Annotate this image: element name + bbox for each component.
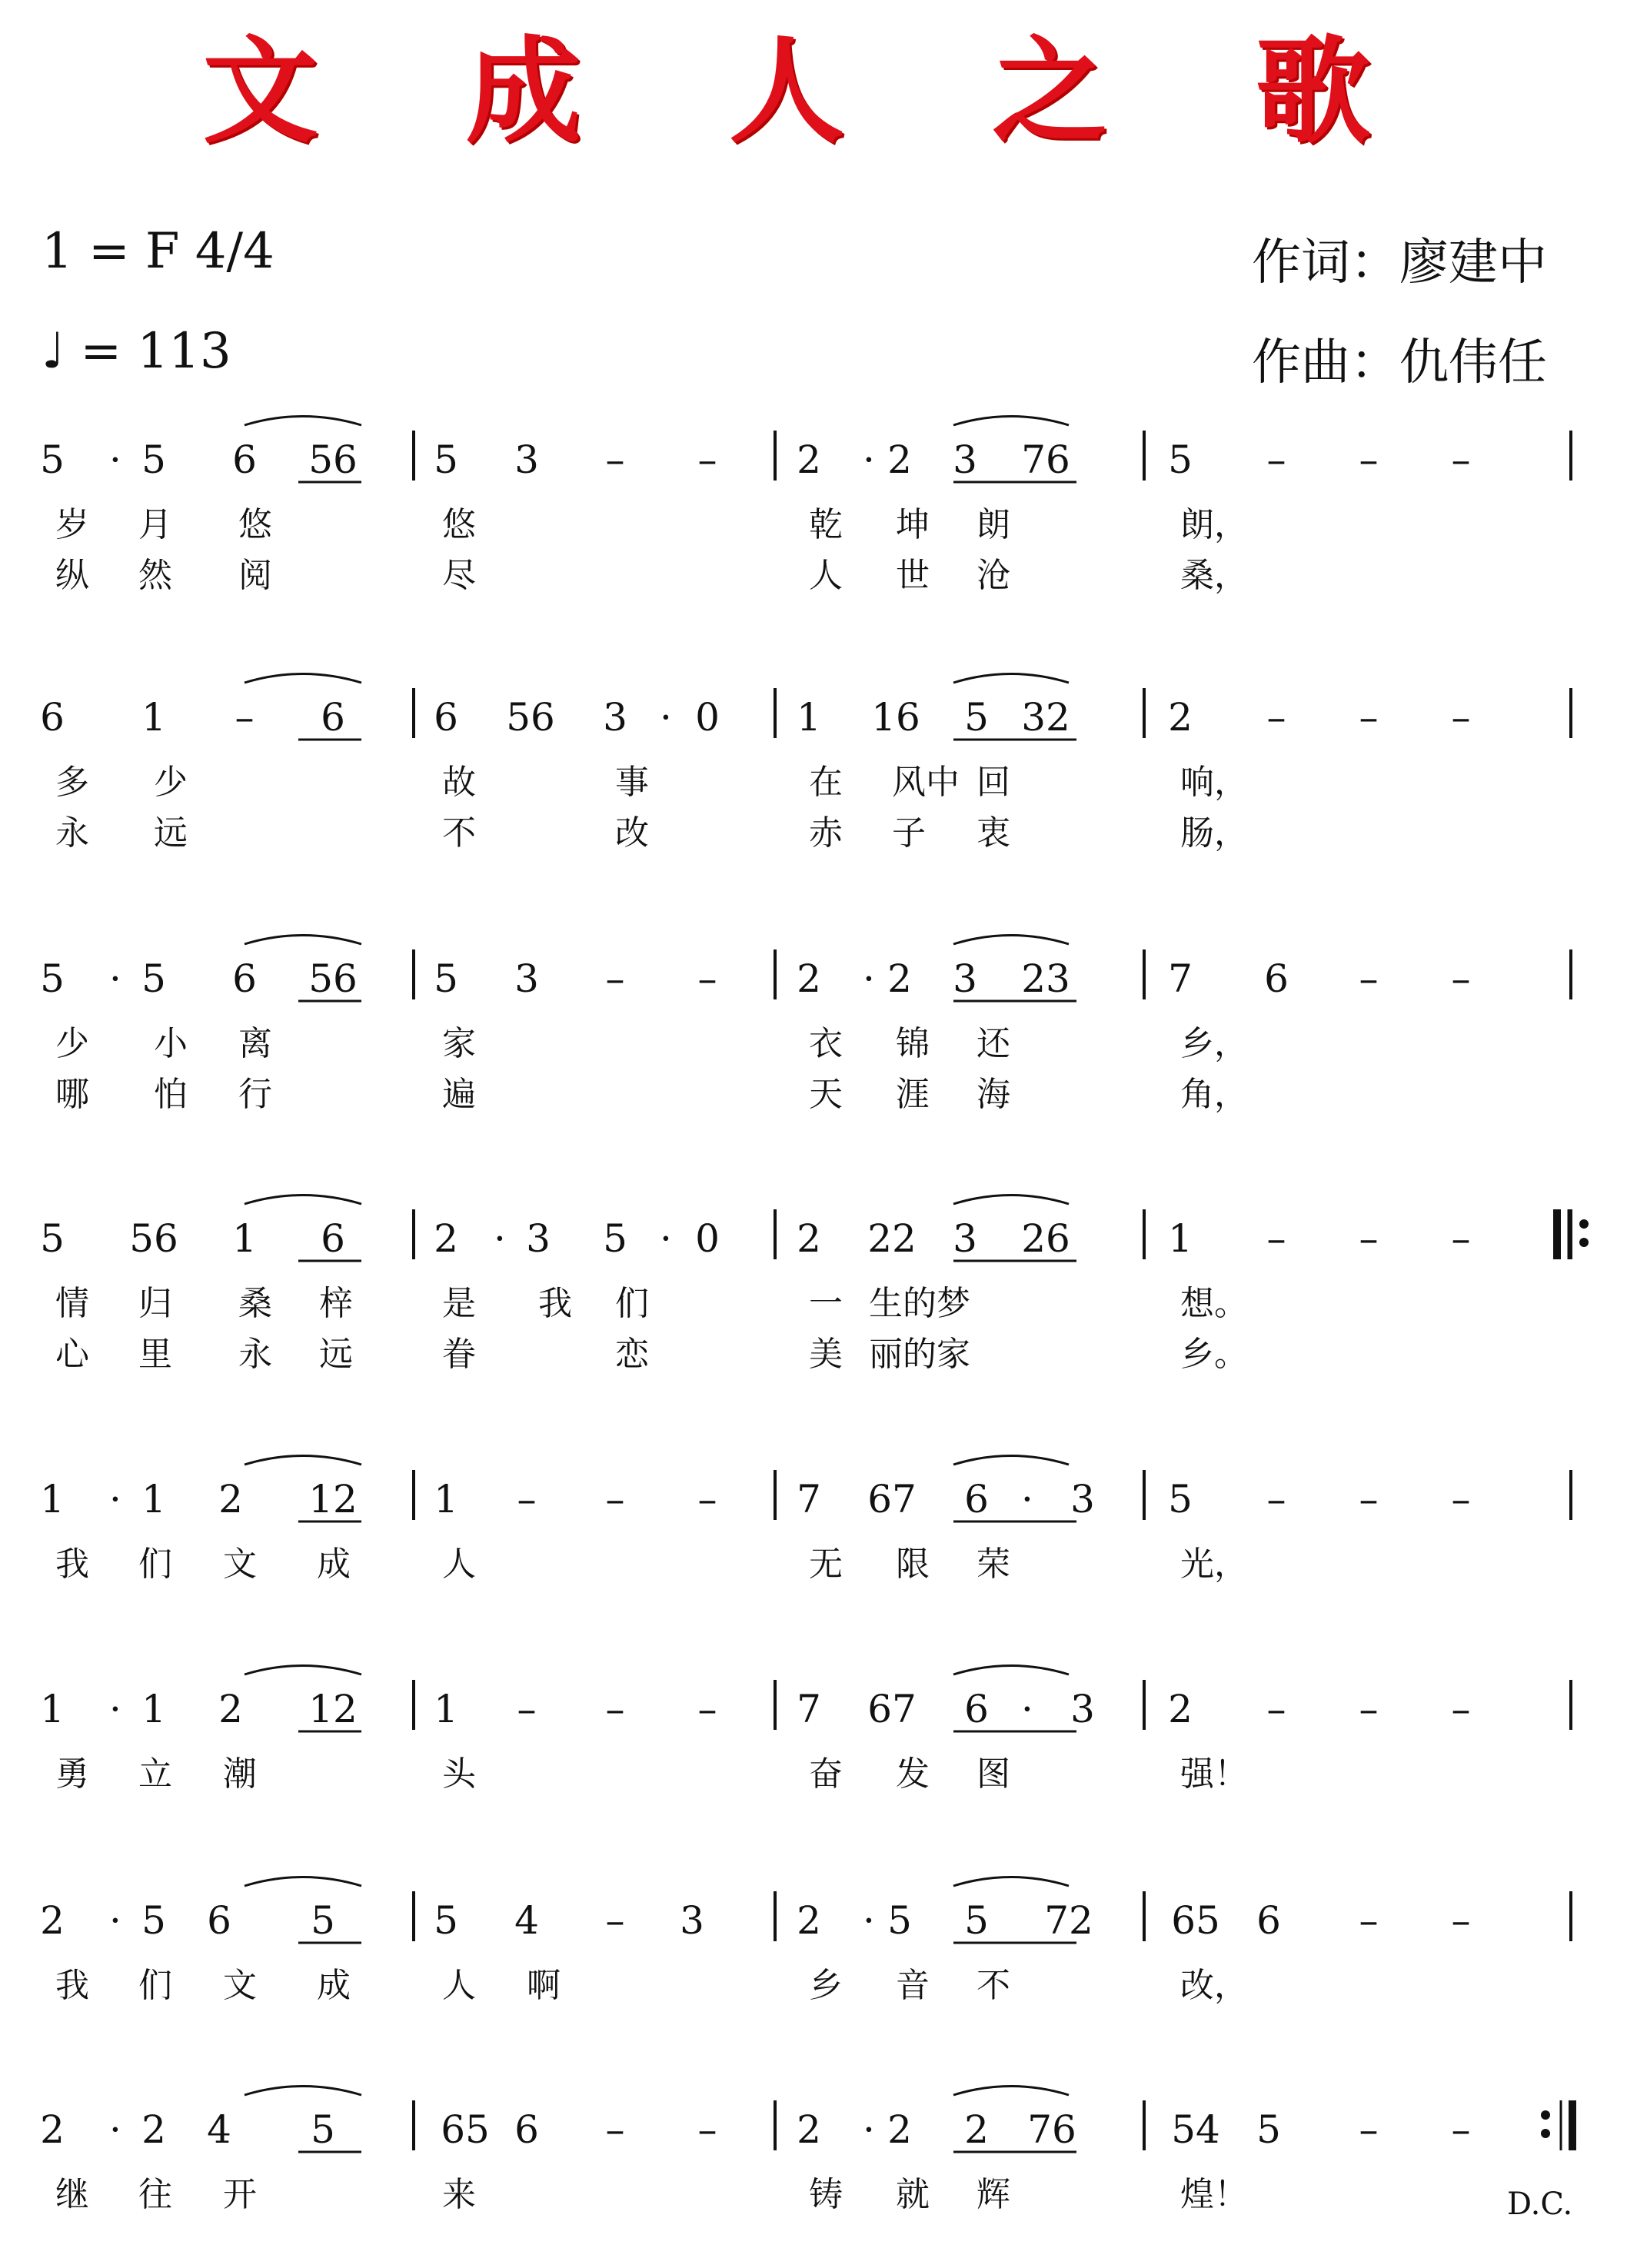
lyric-syllable: 在: [809, 763, 843, 802]
note: 5: [887, 1898, 912, 1943]
lyric-syllable: 坤: [896, 505, 930, 544]
lyric-syllable: 光，: [1180, 1545, 1248, 1584]
lyric-syllable: 多: [55, 763, 89, 802]
song-title: 文 成 人 之 歌: [202, 24, 1425, 159]
note: –: [697, 1687, 717, 1731]
lyric-syllable: 们: [138, 1966, 172, 2005]
lyric-syllable: 哪: [55, 1075, 89, 1114]
note: –: [1359, 437, 1379, 482]
note: 56: [506, 695, 555, 740]
note: –: [1451, 1477, 1471, 1521]
lyric-syllable: 阅: [238, 556, 272, 595]
lyric-syllable: 悠: [238, 505, 272, 544]
note: –: [1266, 695, 1286, 740]
note: 6: [514, 2107, 539, 2152]
note: 5: [434, 1898, 458, 1943]
lyric-syllable: 桑，: [1180, 556, 1248, 595]
note: 76: [1027, 2107, 1076, 2152]
lyric-syllable: 成: [317, 1545, 351, 1584]
lyric-syllable: 我: [55, 1966, 89, 2005]
lyric-syllable: 衷: [977, 813, 1010, 853]
lyric-syllable: 梓: [319, 1284, 353, 1323]
lyric-syllable: 眷: [442, 1335, 476, 1374]
lyric-syllable: 成: [317, 1966, 351, 2005]
note: 5: [603, 1216, 627, 1261]
note: 26: [1021, 1216, 1070, 1261]
lyric-syllable: 潮: [223, 1754, 257, 1794]
note: –: [605, 2107, 625, 2152]
note: 2: [218, 1687, 243, 1731]
note: ·: [1021, 1687, 1033, 1731]
lyric-syllable: 图: [977, 1754, 1010, 1794]
note: 5: [40, 956, 65, 1001]
lyric-syllable: 心: [55, 1335, 89, 1374]
repeat-dot: [1541, 2110, 1550, 2120]
repeat-dot: [1579, 1219, 1589, 1229]
lyric-syllable: 无: [809, 1545, 843, 1584]
note: 2: [434, 1216, 458, 1261]
lyric-syllable: 就: [896, 2175, 930, 2214]
note: 1: [797, 695, 821, 740]
lyric-syllable: 开: [223, 2175, 257, 2214]
note: ·: [494, 1216, 506, 1261]
note: 1: [141, 695, 166, 740]
note: –: [1266, 1477, 1286, 1521]
note: 5: [434, 437, 458, 482]
note: 6: [232, 437, 257, 482]
lyric-syllable: 乾: [809, 505, 843, 544]
key-time-signature: 1 = F 4/4: [42, 223, 274, 280]
note: ·: [863, 956, 875, 1001]
slur: [953, 1666, 1069, 1675]
note: 2: [1168, 1687, 1193, 1731]
lyric-syllable: 文: [223, 1545, 257, 1584]
lyric-syllable: 肠，: [1180, 813, 1248, 853]
note: 6: [434, 695, 458, 740]
note: –: [1359, 956, 1379, 1001]
lyric-syllable: 永: [238, 1335, 272, 1374]
note: 1: [434, 1687, 458, 1731]
lyric-syllable: 响，: [1180, 763, 1248, 802]
note: –: [1451, 437, 1471, 482]
note: ·: [109, 1477, 121, 1521]
note: –: [697, 2107, 717, 2152]
lyric-syllable: 怕: [154, 1075, 188, 1114]
slur: [953, 417, 1069, 426]
lyric-syllable: 人: [442, 1545, 476, 1584]
note: 5: [964, 1898, 989, 1943]
lyric-syllable: 锦: [896, 1024, 930, 1063]
lyric-syllable: 岁: [55, 505, 89, 544]
note: 16: [871, 695, 920, 740]
note: 6: [964, 1477, 989, 1521]
lyric-syllable: 赤: [809, 813, 843, 853]
lyric-syllable: 朗，: [1180, 505, 1248, 544]
note: 1: [141, 1687, 166, 1731]
lyric-syllable: 涯: [896, 1075, 930, 1114]
lyric-syllable: 乡: [809, 1966, 843, 2005]
note: –: [697, 1477, 717, 1521]
note: –: [605, 956, 625, 1001]
note: 5: [434, 956, 458, 1001]
repeat-dot: [1579, 1238, 1589, 1247]
note: –: [1359, 2107, 1379, 2152]
note: 5: [964, 695, 989, 740]
note: 6: [40, 695, 65, 740]
lyric-syllable: 行: [238, 1075, 272, 1114]
slur: [245, 2087, 361, 2096]
lyric-syllable: 子: [892, 813, 926, 853]
note: ·: [1021, 1477, 1033, 1521]
note: 3: [1070, 1687, 1095, 1731]
note: 2: [887, 956, 912, 1001]
note: 2: [797, 1216, 821, 1261]
lyric-syllable: 不: [442, 813, 476, 853]
lyric-syllable: 不: [977, 1966, 1010, 2005]
lyric-syllable: 沧: [977, 556, 1010, 595]
note: –: [1359, 1477, 1379, 1521]
note: 67: [867, 1477, 917, 1521]
lyric-syllable: 归: [138, 1284, 172, 1323]
lyric-syllable: 世: [896, 556, 930, 595]
note: 2: [40, 1898, 65, 1943]
lyric-syllable: 乡。: [1180, 1335, 1248, 1374]
slur: [953, 1877, 1069, 1887]
note: –: [235, 695, 255, 740]
slur: [953, 1196, 1069, 1205]
note: 56: [308, 956, 358, 1001]
slur: [953, 2087, 1069, 2096]
lyric-syllable: 人: [442, 1966, 476, 2005]
note: 1: [232, 1216, 257, 1261]
lyric-syllable: 离: [238, 1024, 272, 1063]
note: 7: [797, 1477, 821, 1521]
slur: [953, 674, 1069, 683]
note: 67: [867, 1687, 917, 1731]
note: 5: [1168, 437, 1193, 482]
lyric-syllable: 遍: [442, 1075, 476, 1114]
note: 3: [680, 1898, 704, 1943]
note: 6: [232, 956, 257, 1001]
lyric-syllable: 乡，: [1180, 1024, 1248, 1063]
lyric-syllable: 衣: [809, 1024, 843, 1063]
lyric-syllable: 想。: [1180, 1284, 1248, 1323]
note: –: [1451, 1687, 1471, 1731]
note: 6: [321, 695, 345, 740]
note: ·: [109, 1898, 121, 1943]
note: 2: [797, 956, 821, 1001]
lyric-syllable: 继: [55, 2175, 89, 2214]
lyric-syllable: 丽的家: [869, 1335, 970, 1374]
slur: [245, 936, 361, 945]
note: 6: [207, 1898, 231, 1943]
lyric-syllable: 音: [896, 1966, 930, 2005]
repeat-dot: [1541, 2129, 1550, 2138]
lyric-syllable: 纵: [55, 556, 89, 595]
note: –: [605, 1687, 625, 1731]
note: 2: [887, 437, 912, 482]
note: ·: [660, 1216, 672, 1261]
lyric-syllable: 荣: [977, 1545, 1010, 1584]
note: 3: [1070, 1477, 1095, 1521]
lyric-syllable: 美: [809, 1335, 843, 1374]
lyric-syllable: 角，: [1180, 1075, 1248, 1114]
note: 2: [797, 1898, 821, 1943]
note: 5: [40, 1216, 65, 1261]
note: –: [517, 1477, 537, 1521]
note: –: [605, 1477, 625, 1521]
note: 3: [953, 956, 977, 1001]
composer-credit: 作曲：仇伟任: [1252, 334, 1547, 391]
note: 5: [311, 1898, 335, 1943]
note: 2: [40, 2107, 65, 2152]
lyric-syllable: 小: [154, 1024, 188, 1063]
lyric-syllable: 还: [977, 1024, 1010, 1063]
note: 7: [1168, 956, 1193, 1001]
note: 56: [129, 1216, 178, 1261]
note: 72: [1044, 1898, 1093, 1943]
note: 1: [434, 1477, 458, 1521]
note: 5: [311, 2107, 335, 2152]
note: –: [1451, 956, 1471, 1001]
lyric-syllable: 们: [615, 1284, 649, 1323]
note: 65: [441, 2107, 490, 2152]
lyric-syllable: 桑: [238, 1284, 272, 1323]
lyric-syllable: 头: [442, 1754, 476, 1794]
note: –: [517, 1687, 537, 1731]
note: 6: [321, 1216, 345, 1261]
lyric-syllable: 发: [896, 1754, 930, 1794]
lyric-syllable: 尽: [442, 556, 476, 595]
note: –: [697, 956, 717, 1001]
lyric-syllable: 家: [442, 1024, 476, 1063]
note: 2: [797, 2107, 821, 2152]
lyric-syllable: 悠: [442, 505, 476, 544]
note: 5: [141, 956, 166, 1001]
note: –: [1359, 1898, 1379, 1943]
lyric-syllable: 故: [442, 763, 476, 802]
note: 32: [1021, 695, 1070, 740]
note: 5: [1256, 2107, 1281, 2152]
lyric-syllable: 回: [977, 763, 1010, 802]
slur: [245, 1196, 361, 1205]
note: 1: [40, 1477, 65, 1521]
note: 1: [141, 1477, 166, 1521]
note: ·: [109, 1687, 121, 1731]
slur: [953, 936, 1069, 945]
note: –: [605, 437, 625, 482]
lyric-syllable: 远: [319, 1335, 353, 1374]
slur: [953, 1456, 1069, 1465]
note: 3: [514, 437, 539, 482]
lyric-syllable: 生的梦: [869, 1284, 970, 1323]
tempo-marking: ♩ = 113: [42, 323, 231, 380]
note: ·: [660, 695, 672, 740]
note: 3: [603, 695, 627, 740]
note: 12: [308, 1687, 358, 1731]
lyric-syllable: 月: [138, 505, 172, 544]
note: 6: [1256, 1898, 1281, 1943]
note: 23: [1021, 956, 1070, 1001]
note: 3: [953, 1216, 977, 1261]
lyric-syllable: 立: [138, 1754, 172, 1794]
lyric-syllable: 我: [55, 1545, 89, 1584]
lyric-syllable: 奋: [809, 1754, 843, 1794]
note: 2: [141, 2107, 166, 2152]
lyric-syllable: 事: [615, 763, 649, 802]
lyric-syllable: 永: [55, 813, 89, 853]
lyric-syllable: 远: [154, 813, 188, 853]
note: –: [1451, 1898, 1471, 1943]
note: –: [605, 1898, 625, 1943]
lyric-syllable: 们: [138, 1545, 172, 1584]
lyric-syllable: 朗: [977, 505, 1010, 544]
note: 3: [953, 437, 977, 482]
note: 7: [797, 1687, 821, 1731]
slur: [245, 674, 361, 683]
note: 0: [695, 695, 720, 740]
note: 3: [526, 1216, 551, 1261]
lyric-syllable: 是: [442, 1284, 476, 1323]
note: 12: [308, 1477, 358, 1521]
lyric-syllable: 改: [615, 813, 649, 853]
dc-mark: D.C.: [1507, 2187, 1573, 2222]
lyric-syllable: 情: [55, 1284, 89, 1323]
note: ·: [109, 956, 121, 1001]
note: 1: [40, 1687, 65, 1731]
note: ·: [863, 437, 875, 482]
note: ·: [863, 2107, 875, 2152]
note: 5: [141, 437, 166, 482]
lyric-syllable: 勇: [55, 1754, 89, 1794]
note: –: [697, 437, 717, 482]
lyric-syllable: 然: [138, 556, 172, 595]
note: 5: [141, 1898, 166, 1943]
note: 76: [1021, 437, 1070, 482]
note: 6: [964, 1687, 989, 1731]
note: –: [1451, 695, 1471, 740]
lyric-syllable: 一: [809, 1284, 843, 1323]
note: –: [1359, 695, 1379, 740]
note: 56: [308, 437, 358, 482]
slur: [245, 1666, 361, 1675]
note: 5: [40, 437, 65, 482]
lyric-syllable: 强！: [1180, 1754, 1248, 1794]
lyric-syllable: 来: [442, 2175, 476, 2214]
note: –: [1266, 1216, 1286, 1261]
note: 2: [797, 437, 821, 482]
lyric-syllable: 辉: [977, 2175, 1010, 2214]
lyric-syllable: 铸: [809, 2175, 843, 2214]
slur: [245, 1877, 361, 1887]
lyric-syllable: 限: [896, 1545, 930, 1584]
note: –: [1359, 1687, 1379, 1731]
lyric-syllable: 少: [154, 763, 188, 802]
lyric-syllable: 我: [538, 1284, 572, 1323]
lyric-syllable: 啊: [527, 1966, 561, 2005]
note: 4: [207, 2107, 231, 2152]
note: ·: [863, 1898, 875, 1943]
lyric-syllable: 天: [809, 1075, 843, 1114]
note: –: [1451, 1216, 1471, 1261]
lyric-syllable: 恋: [615, 1335, 649, 1374]
lyric-syllable: 改，: [1180, 1966, 1248, 2005]
note: ·: [109, 2107, 121, 2152]
lyric-syllable: 里: [138, 1335, 172, 1374]
note: 2: [218, 1477, 243, 1521]
note: 22: [867, 1216, 917, 1261]
note: –: [1266, 1687, 1286, 1731]
note: 54: [1171, 2107, 1220, 2152]
note: 2: [964, 2107, 989, 2152]
note: 4: [514, 1898, 539, 1943]
note: 2: [887, 2107, 912, 2152]
lyricist-credit: 作词：廖建中: [1252, 234, 1547, 291]
note: ·: [109, 437, 121, 482]
note: 2: [1168, 695, 1193, 740]
note: 5: [1168, 1477, 1193, 1521]
lyric-syllable: 少: [55, 1024, 89, 1063]
slur: [245, 417, 361, 426]
note: 3: [514, 956, 539, 1001]
note: –: [1451, 2107, 1471, 2152]
note: –: [1359, 1216, 1379, 1261]
slur: [245, 1456, 361, 1465]
lyric-syllable: 人: [809, 556, 843, 595]
note: –: [1266, 437, 1286, 482]
note: 0: [695, 1216, 720, 1261]
lyric-syllable: 海: [977, 1075, 1010, 1114]
note: 6: [1264, 956, 1289, 1001]
note: 1: [1168, 1216, 1193, 1261]
lyric-syllable: 煌！: [1180, 2175, 1248, 2214]
lyric-syllable: 风中: [892, 763, 960, 802]
lyric-syllable: 文: [223, 1966, 257, 2005]
note: 65: [1171, 1898, 1220, 1943]
lyric-syllable: 往: [138, 2175, 172, 2214]
